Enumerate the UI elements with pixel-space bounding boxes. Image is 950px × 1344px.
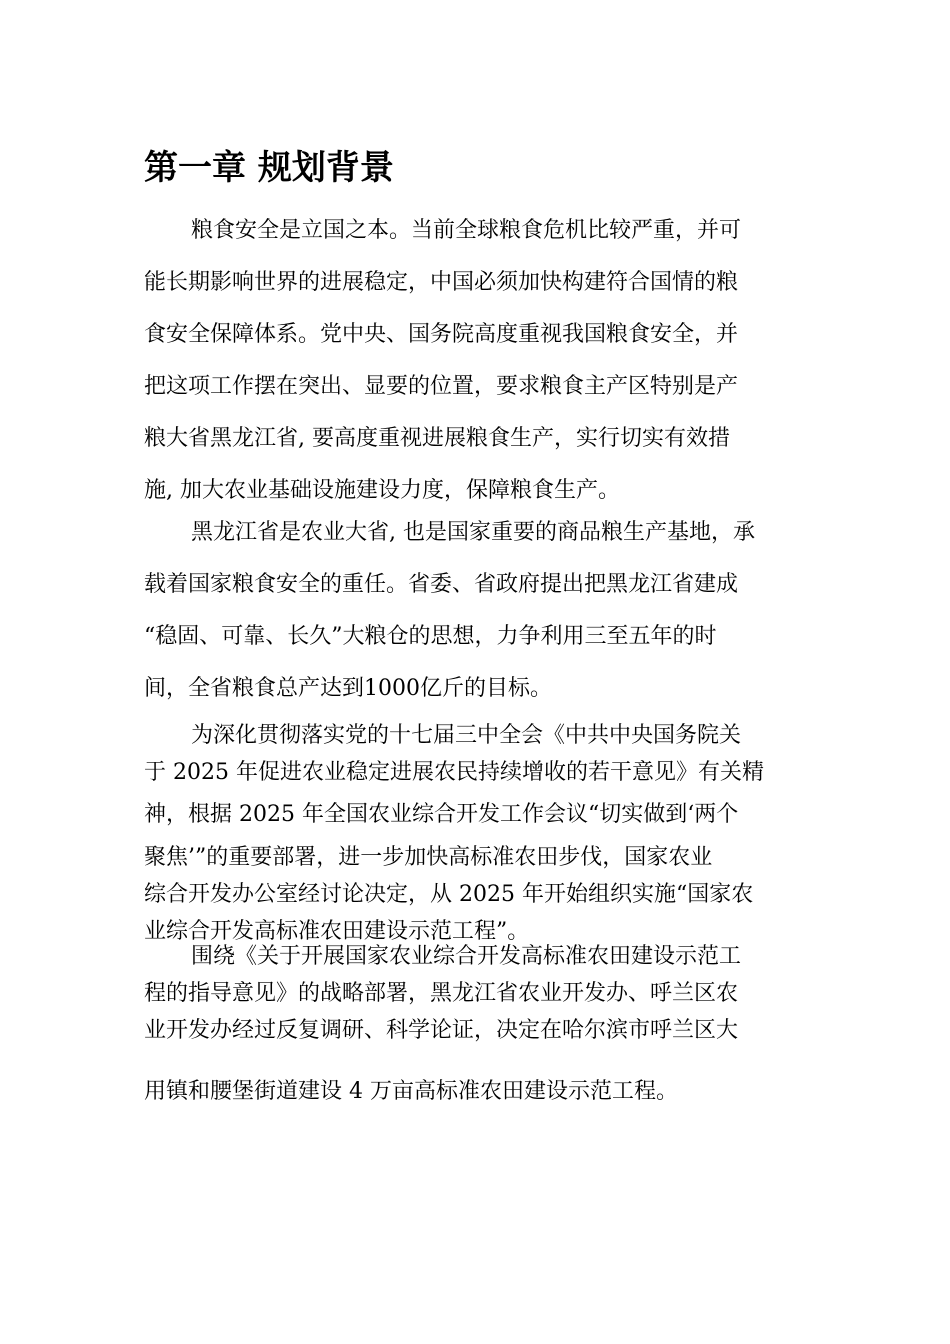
text-line: 粮食安全是立国之本。当前全球粮食危机比较严重，并可: [191, 218, 742, 243]
text-line: 粮大省黑龙江省, 要高度重视进展粮食生产，实行切实有效措: [144, 426, 730, 451]
text-line: 用镇和腰堡街道建设 4 万亩高标准农田建设示范工程。: [144, 1079, 678, 1104]
text-line: 施, 加大农业基础设施建设力度，保障粮食生产。: [144, 478, 620, 503]
text-line: 围绕《关于开展国家农业综合开发高标准农田建设示范工: [191, 944, 742, 969]
text-line: 黑龙江省是农业大省, 也是国家重要的商品粮生产基地，承: [191, 520, 755, 545]
paragraph-policy: [144, 717, 808, 950]
chapter-title: 第一章 规划背景: [144, 148, 394, 188]
text-line: 业综合开发高标准农田建设示范工程”。: [144, 919, 530, 944]
text-line: 能长期影响世界的进展稳定，中国必须加快构建符合国情的粮: [144, 270, 739, 295]
text-line: 食安全保障体系。党中央、国务院高度重视我国粮食安全，并: [144, 322, 739, 347]
paragraph-heilongjiang: [144, 507, 808, 715]
text-line: 把这项工作摆在突出、显要的位置，要求粮食主产区特别是产: [144, 374, 739, 399]
text-line: 业开发办经过反复调研、科学论证，决定在哈尔滨市呼兰区大: [144, 1018, 739, 1043]
text-line: 为深化贯彻落实党的十七届三中全会《中共中央国务院关: [191, 723, 742, 748]
text-line: 载着国家粮食安全的重任。省委、省政府提出把黑龙江省建成: [144, 572, 739, 597]
text-line: 于 2025 年促进农业稳定进展农民持续增收的若干意见》有关精: [144, 760, 764, 785]
paragraph-food-security: [144, 205, 808, 517]
text-line: 聚焦’”的重要部署，进一步加快高标准农田步伐，国家农业: [144, 845, 713, 870]
text-line: 间，全省粮食总产达到1000亿斤的目标。: [144, 676, 552, 701]
text-line: 神，根据 2025 年全国农业综合开发工作会议“切实做到‘两个: [144, 802, 739, 827]
text-line: 综合开发办公室经讨论决定，从 2025 年开始组织实施“国家农: [144, 882, 754, 907]
text-line: 程的指导意见》的战略部署，黑龙江省农业开发办、呼兰区农: [144, 981, 739, 1006]
text-line: “稳固、可靠、长久”大粮仓的思想，力争利用三至五年的时: [144, 624, 717, 649]
paragraph-project: [144, 938, 808, 1110]
